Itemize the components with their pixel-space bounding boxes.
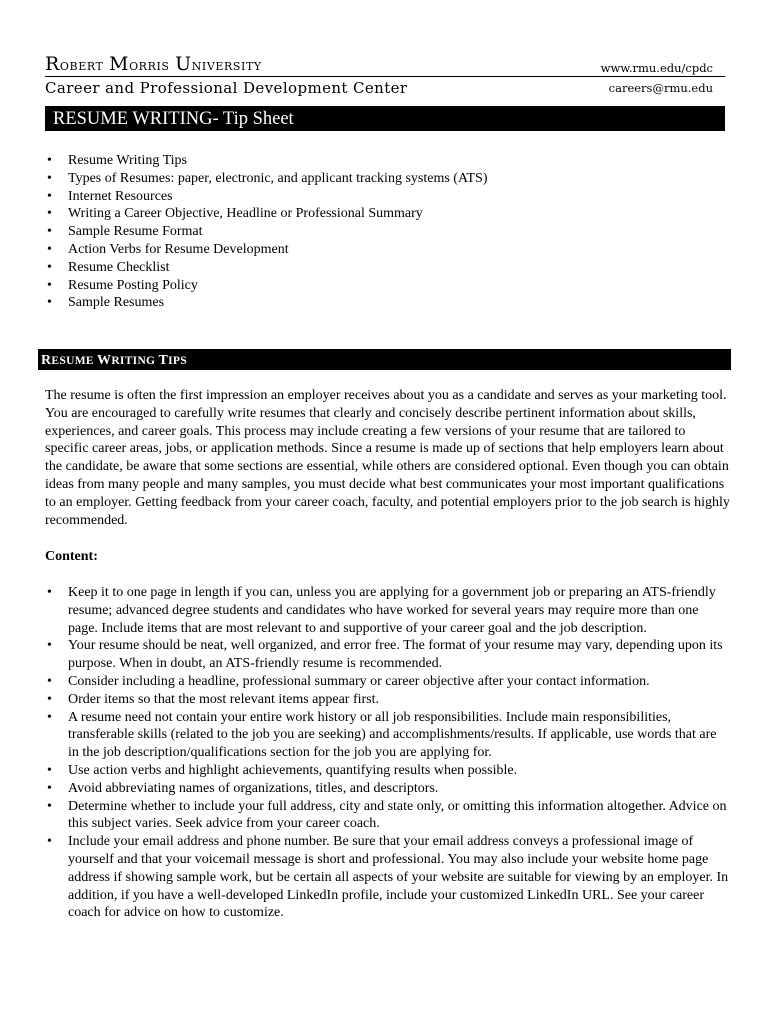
table-of-contents [45, 152, 488, 312]
toc-item: • Types of Resumes: paper, electronic, and applicant tracking systems (ATS) [45, 170, 488, 188]
toc-item: • Resume Posting Policy [45, 277, 488, 295]
content-item: • Consider including a headline, professional summary or career objective after your contact information. [45, 673, 730, 691]
letterhead [45, 54, 725, 97]
content-item: • Determine whether to include your full address, city and state only, or omitting this information altogether. Advice on this subject varies. Seek advice from your career coach. [45, 798, 730, 834]
intro-paragraph: The resume is often the first impression an employer receives about you as a candidate and serves as your marketing tool. You are encouraged to carefully write resumes that clearly and concisely describe pertinent information about skills, experiences, and career goals. This process may include creating a few versions of your resume that are tailored to specific career areas, jobs, or application methods. Since a resume is made up of sections that help employers learn about the candidate, be aware that some sections are essential, while others are considered optional. Even though you can obtain ideas from many people and many samples, you must decide what best communicates your most important qualifications to an employer. Getting feedback from your career coach, faculty, and potential employers prior to the job search is highly recommended. [45, 388, 730, 528]
content-list [45, 584, 730, 922]
university-line [45, 54, 725, 77]
content-item: • Your resume should be neat, well organized, and error free. The format of your resume may vary, depending upon its purpose. When in doubt, an ATS-friendly resume is recommended. [45, 637, 730, 673]
website-link[interactable]: www.rmu.edu/cpdc [600, 61, 713, 75]
university-name: Robert Morris University [45, 53, 262, 75]
toc-item: • Sample Resumes [45, 294, 488, 312]
toc-item: • Resume Writing Tips [45, 152, 488, 170]
content-item: • A resume need not contain your entire work history or all job responsibilities. Include main responsibilities, transferable skills (related to the job you are seeking) and accomplishments/results. If applicable, use words that are in the job description/qualifications section for the job you are applying for. [45, 709, 730, 762]
toc-item: • Sample Resume Format [45, 223, 488, 241]
content-item: • Order items so that the most relevant items appear first. [45, 691, 730, 709]
content-item: • Keep it to one page in length if you can, unless you are applying for a government job or preparing an ATS-friendly resume; advanced degree students and candidates who have worked for several years may require more than one page. Include items that are most relevant to and supportive of your career goal and the job description. [45, 584, 730, 637]
content-item: • Include your email address and phone number. Be sure that your email address conveys a professional image of yourself and that your voicemail message is short and professional. You may also include your website home page address if showing sample work, but be certain all aspects of your website are suitable for viewing by an employer. In addition, if you have a well-developed LinkedIn profile, include your customized LinkedIn URL. See your career coach for advice on how to customize. [45, 833, 730, 922]
content-item: • Avoid abbreviating names of organizations, titles, and descriptors. [45, 780, 730, 798]
toc-item: • Writing a Career Objective, Headline or Professional Summary [45, 205, 488, 223]
content-heading: Content: [45, 549, 98, 564]
center-name: Career and Professional Development Center [45, 79, 408, 97]
toc-item: • Resume Checklist [45, 259, 488, 277]
section-heading: RESUME WRITING TIPS [38, 349, 731, 370]
toc-item: • Action Verbs for Resume Development [45, 241, 488, 259]
title-main: RESUME WRITING- [53, 109, 219, 129]
toc-item: • Internet Resources [45, 188, 488, 206]
content-item: • Use action verbs and highlight achievements, quantifying results when possible. [45, 762, 730, 780]
email-link[interactable]: careers@rmu.edu [608, 81, 713, 95]
center-line [45, 79, 725, 97]
page-title [45, 106, 725, 131]
title-sub: Tip Sheet [218, 109, 294, 129]
